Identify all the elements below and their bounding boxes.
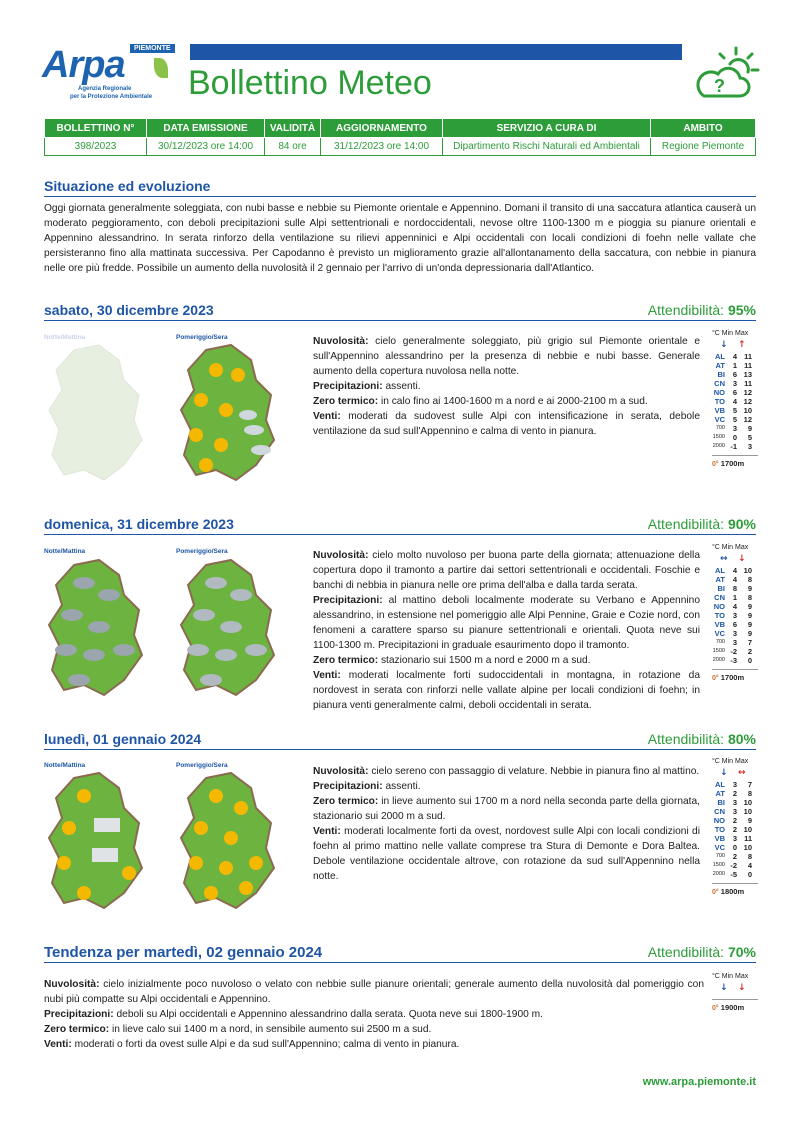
temp-table: [712, 780, 752, 879]
precip-text: al mattino deboli localmente moderate su Verbano e Appennino alessandrino, in estensione nel pomeriggio alle Alpi Pennine, Graie e Cozie nord, con fenomeni a carattere sparso su pianure settentrionali e orientali. Quota neve sui 1100-1300 m. Precipitazioni in graduale esaurimento dopo il tramonto.: [313, 595, 700, 651]
day-3-reliability: [648, 731, 756, 747]
station-code: TO: [714, 397, 725, 406]
station-code: AL: [715, 566, 725, 575]
station-code: 2000: [712, 443, 725, 449]
wind-label: Venti:: [44, 1039, 72, 1050]
day-2-temperatures: [712, 544, 758, 682]
temp-max: 10: [743, 807, 752, 816]
station-code: NO: [713, 602, 725, 611]
station-code: CN: [714, 807, 725, 816]
station-code: NO: [713, 388, 725, 397]
temp-max: 8: [747, 575, 752, 584]
day-1-header: [44, 302, 756, 321]
col-service: SERVIZIO A CURA DI: [443, 119, 651, 138]
day-2-morning-map: [44, 555, 144, 705]
day-3-afternoon-label: Pomeriggio/Sera: [176, 762, 228, 769]
temp-min: -2: [730, 861, 737, 870]
temp-min: 6: [732, 388, 737, 397]
temp-min: -1: [730, 442, 737, 451]
reliability-value: 80%: [727, 731, 756, 747]
temp-row: [712, 638, 752, 647]
issue-date: 30/12/2023 ore 14:00: [147, 138, 265, 156]
freezing-level-icon: 0°: [712, 461, 719, 468]
trend-text: [44, 977, 704, 1052]
station-code: TO: [714, 825, 725, 834]
precip-label: Precipitazioni:: [313, 381, 383, 392]
temp-min: 3: [732, 780, 737, 789]
max-trend-arrow-icon: ↓: [738, 554, 746, 564]
temp-table: [712, 566, 752, 665]
day-1-morning-map: [44, 340, 144, 490]
day-3-morning-label: Notte/Mattina: [44, 762, 86, 769]
precip-text: assenti.: [385, 381, 421, 392]
station-code: 2000: [712, 871, 725, 877]
temp-arrows: [712, 768, 758, 780]
temp-row: [712, 870, 752, 879]
temp-max: 10: [743, 798, 752, 807]
station-code: BI: [717, 370, 725, 379]
freezing-text: in calo fino ai 1400-1600 m a nord e ai 2000-2100 m a sud.: [380, 396, 648, 407]
temp-row: [712, 611, 752, 620]
freezing-level-value: 1700m: [720, 673, 745, 682]
temp-max: 3: [747, 442, 752, 451]
wind-label: Venti:: [313, 670, 341, 681]
freezing-label: Zero termico:: [313, 796, 379, 807]
temp-min: 3: [732, 807, 737, 816]
min-trend-arrow-icon: ↓: [720, 768, 728, 778]
freezing-label: Zero termico:: [313, 396, 379, 407]
temp-row: [712, 575, 752, 584]
temp-max: 11: [744, 379, 752, 388]
temp-max: 10: [743, 843, 752, 852]
day-1-temperatures: [712, 330, 758, 468]
reliability-value: 70%: [727, 944, 756, 960]
freezing-text: in lieve aumento sui 1700 m a nord nella seconda parte della giornata, stazionario sui 2000 m a sud.: [313, 796, 700, 822]
cloud-text: cielo inizialmente poco nuvoloso o velato con nebbie sulle pianure orientali; generale aumento della nuvolosità dal pomeriggio con nubi più compatte su Alpi occidentali e Appennino.: [44, 979, 704, 1005]
station-code: 1500: [712, 434, 725, 440]
station-code: AL: [715, 780, 725, 789]
temp-max: 8: [747, 852, 752, 861]
temp-max: 10: [743, 825, 752, 834]
cloud-text: cielo generalmente soleggiato, più grigio sul Piemonte orientale e sull'Appennino alessandrino per la presenza di nebbie e nubi basse. Generale aumento della copertura nuvolosa nella notte.: [313, 336, 700, 377]
station-code: 700: [715, 425, 725, 431]
day-1-reliability: [648, 302, 756, 318]
day-2-morning-label: Notte/Mattina: [44, 548, 86, 555]
temp-max: 7: [747, 780, 752, 789]
temp-header: °C Min Max: [712, 330, 749, 337]
bulletin-number: 398/2023: [45, 138, 147, 156]
temp-row: [712, 780, 752, 789]
temp-row: [712, 789, 752, 798]
temp-min: 1: [732, 593, 737, 602]
temp-min: 5: [732, 406, 737, 415]
temp-min: 4: [732, 352, 737, 361]
temp-row: [712, 593, 752, 602]
arpa-logo: [42, 44, 170, 104]
bulletin-info-table: [44, 118, 756, 156]
day-3-temperatures: [712, 758, 758, 896]
freezing-text: in lieve calo sui 1400 m a nord, in sensibile aumento sui 2500 m a sud.: [111, 1024, 432, 1035]
freezing-level-icon: 0°: [712, 1005, 719, 1012]
cloud-text: cielo sereno con passaggio di velature. Nebbie in pianura fino al mattino.: [371, 766, 700, 777]
temp-min: 8: [732, 584, 737, 593]
day-2-text: [313, 548, 700, 713]
day-1-afternoon-map: [176, 340, 276, 490]
temp-min: 2: [732, 816, 737, 825]
station-code: VB: [714, 406, 725, 415]
temp-row: [712, 566, 752, 575]
day-1-title: sabato, 30 dicembre 2023: [44, 302, 214, 318]
temp-max: 9: [747, 424, 752, 433]
station-code: 1500: [712, 648, 725, 654]
col-issue-date: DATA EMISSIONE: [147, 119, 265, 138]
page-title: Bollettino Meteo: [188, 64, 432, 102]
temp-row: [712, 442, 752, 451]
temp-min: 1: [732, 361, 737, 370]
temp-max: 5: [747, 433, 752, 442]
trend-temperatures: [712, 973, 758, 1012]
trend-header: [44, 944, 756, 963]
col-validity: VALIDITÀ: [265, 119, 321, 138]
day-2-reliability: [648, 516, 756, 532]
cloud-label: Nuvolosità:: [313, 550, 369, 561]
temp-max: 9: [747, 816, 752, 825]
temp-header: °C Min Max: [712, 758, 749, 765]
temp-header: °C Min Max: [712, 544, 749, 551]
logo-region: PIEMONTE: [130, 44, 175, 53]
station-code: 2000: [712, 657, 725, 663]
temp-row: [712, 620, 752, 629]
max-trend-arrow-icon: ↔: [738, 768, 746, 778]
temp-min: 5: [732, 415, 737, 424]
min-trend-arrow-icon: ↓: [720, 983, 728, 993]
station-code: 1500: [712, 862, 725, 868]
temp-row: [712, 406, 752, 415]
temp-max: 13: [743, 370, 752, 379]
day-3-header: [44, 731, 756, 750]
max-trend-arrow-icon: ↓: [738, 983, 746, 993]
temp-max: 10: [743, 566, 752, 575]
temp-max: 12: [743, 388, 752, 397]
reliability-value: 90%: [727, 516, 756, 532]
temp-min: 4: [732, 575, 737, 584]
trend-reliability: [648, 944, 756, 960]
day-3-afternoon-map: [176, 768, 276, 918]
temp-min: 3: [732, 379, 737, 388]
temp-row: [712, 816, 752, 825]
freezing-label: Zero termico:: [313, 655, 379, 666]
cloud-label: Nuvolosità:: [44, 979, 100, 990]
temp-row: [712, 397, 752, 406]
temp-min: 3: [732, 629, 737, 638]
update-date: 31/12/2023 ore 14:00: [321, 138, 443, 156]
temp-table: [712, 352, 752, 451]
precip-text: deboli su Alpi occidentali e Appennino alessandrino dalla serata. Quota neve sui 1800-1900 m.: [116, 1009, 543, 1020]
temp-row: [712, 798, 752, 807]
temp-row: [712, 584, 752, 593]
temp-max: 9: [747, 602, 752, 611]
day-3-morning-map: [44, 768, 144, 918]
station-code: CN: [714, 379, 725, 388]
freezing-level-value: 1700m: [720, 459, 745, 468]
wind-text: moderati localmente forti da ovest, nordovest sulle Alpi con locali condizioni di foehn al primo mattino nelle vallate comprese tra Stura di Demonte e Dora Baltea. Debole ventilazione occidentale altrove, con rotazione da sud sull'Appennino nella notte.: [313, 826, 700, 882]
temp-row: [712, 825, 752, 834]
station-code: CN: [714, 593, 725, 602]
day-1-text: [313, 334, 700, 439]
leaf-icon: [154, 58, 168, 78]
precip-text: assenti.: [385, 781, 421, 792]
temp-header: °C Min Max: [712, 973, 749, 980]
logo-word: Arpa: [42, 44, 125, 86]
temp-row: [712, 424, 752, 433]
situation-header: [44, 178, 756, 197]
freezing-level: [712, 455, 758, 468]
cloud-sun-question-icon: [690, 44, 762, 104]
temp-max: 11: [744, 361, 752, 370]
temp-max: 9: [747, 611, 752, 620]
temp-min: 2: [732, 852, 737, 861]
logo-subtitle-1: Agenzia Regionale: [78, 86, 132, 92]
logo-subtitle-2: per la Protezione Ambientale: [70, 94, 153, 100]
temp-min: 3: [732, 424, 737, 433]
day-3-title: lunedì, 01 gennaio 2024: [44, 731, 202, 747]
reliability-value: 95%: [727, 302, 756, 318]
temp-max: 8: [747, 789, 752, 798]
station-code: VB: [714, 834, 725, 843]
temp-min: 3: [732, 611, 737, 620]
station-code: 700: [715, 639, 725, 645]
station-code: BI: [717, 584, 725, 593]
temp-row: [712, 852, 752, 861]
reliability-label: Attendibilità:: [647, 731, 725, 747]
temp-max: 9: [747, 620, 752, 629]
freezing-level-value: 1900m: [720, 1003, 745, 1012]
day-3-text: [313, 764, 700, 884]
temp-row: [712, 415, 752, 424]
precip-label: Precipitazioni:: [313, 781, 383, 792]
temp-min: 3: [732, 798, 737, 807]
temp-row: [712, 433, 752, 442]
col-scope: AMBITO: [651, 119, 756, 138]
station-code: AT: [715, 575, 725, 584]
precip-label: Precipitazioni:: [44, 1009, 114, 1020]
temp-arrows: [712, 983, 758, 995]
temp-min: 4: [732, 602, 737, 611]
temp-min: 6: [732, 370, 737, 379]
temp-row: [712, 388, 752, 397]
day-2-header: [44, 516, 756, 535]
cloud-label: Nuvolosità:: [313, 766, 369, 777]
trend-title: Tendenza per martedì, 02 gennaio 2024: [44, 944, 323, 961]
temp-max: 10: [743, 406, 752, 415]
temp-min: 4: [732, 566, 737, 575]
freezing-level-icon: 0°: [712, 675, 719, 682]
wind-label: Venti:: [313, 826, 341, 837]
station-code: NO: [713, 816, 725, 825]
temp-min: 0: [732, 433, 737, 442]
freezing-level: [712, 999, 758, 1012]
freezing-level-icon: 0°: [712, 889, 719, 896]
temp-min: -2: [730, 647, 737, 656]
max-trend-arrow-icon: ↑: [738, 340, 746, 350]
temp-row: [712, 361, 752, 370]
temp-min: -3: [730, 656, 737, 665]
freezing-text: stazionario sui 1500 m a nord e 2000 m a sud.: [380, 655, 591, 666]
temp-row: [712, 807, 752, 816]
day-2-afternoon-map: [176, 555, 276, 705]
station-code: AL: [715, 352, 725, 361]
temp-row: [712, 629, 752, 638]
min-trend-arrow-icon: ↓: [720, 340, 728, 350]
temp-max: 2: [747, 647, 752, 656]
temp-min: -5: [730, 870, 737, 879]
temp-arrows: [712, 340, 758, 352]
temp-row: [712, 352, 752, 361]
temp-max: 11: [744, 352, 752, 361]
station-code: VC: [714, 629, 725, 638]
temp-row: [712, 834, 752, 843]
station-code: VC: [714, 415, 725, 424]
reliability-label: Attendibilità:: [647, 944, 725, 960]
temp-row: [712, 379, 752, 388]
wind-label: Venti:: [313, 411, 341, 422]
temp-max: 4: [747, 861, 752, 870]
validity: 84 ore: [265, 138, 321, 156]
col-bulletin: BOLLETTINO N°: [45, 119, 147, 138]
temp-max: 9: [747, 629, 752, 638]
temp-min: 2: [732, 825, 737, 834]
temp-row: [712, 602, 752, 611]
temp-max: 12: [743, 415, 752, 424]
temp-min: 4: [732, 397, 737, 406]
precip-label: Precipitazioni:: [313, 595, 383, 606]
day-1-afternoon-label: Pomeriggio/Sera: [176, 334, 228, 341]
temp-max: 8: [747, 593, 752, 602]
freezing-level-value: 1800m: [720, 887, 745, 896]
reliability-label: Attendibilità:: [647, 516, 725, 532]
temp-min: 3: [732, 638, 737, 647]
temp-row: [712, 861, 752, 870]
cloud-label: Nuvolosità:: [313, 336, 369, 347]
temp-max: 9: [747, 584, 752, 593]
station-code: 700: [715, 853, 725, 859]
wind-text: moderati da sudovest sulle Alpi con intensificazione in serata, debole ventilazione da sud sull'Appennino e calma di vento in pianura.: [313, 411, 700, 437]
title-bar: [190, 44, 682, 60]
temp-max: 0: [747, 656, 752, 665]
station-code: AT: [715, 361, 725, 370]
freezing-level: [712, 883, 758, 896]
temp-row: [712, 843, 752, 852]
cloud-text: cielo molto nuvoloso per buona parte della giornata; attenuazione della copertura dopo il tramonto a partire dai settori settentrionali e occidentali. Foschie e banchi di nebbia in pianura nelle ore prima dell'alba e dalla tarda serata.: [313, 550, 700, 591]
col-update: AGGIORNAMENTO: [321, 119, 443, 138]
day-2-title: domenica, 31 dicembre 2023: [44, 516, 234, 532]
service: Dipartimento Rischi Naturali ed Ambientali: [443, 138, 651, 156]
min-trend-arrow-icon: ↔: [720, 554, 728, 564]
temp-min: 0: [732, 843, 737, 852]
station-code: VC: [714, 843, 725, 852]
temp-min: 6: [732, 620, 737, 629]
temp-row: [712, 370, 752, 379]
temp-max: 12: [743, 397, 752, 406]
wind-text: moderati localmente forti sudoccidentali in montagna, in rotazione da nordovest in serata con rinforzi nelle vallate alpine per locali condizioni di foehn; in pianura venti generalmente calmi, deboli occidentali in serata.: [313, 670, 700, 711]
scope: Regione Piemonte: [651, 138, 756, 156]
temp-row: [712, 647, 752, 656]
reliability-label: Attendibilità:: [647, 302, 725, 318]
station-code: VB: [714, 620, 725, 629]
station-code: BI: [717, 798, 725, 807]
temp-row: [712, 656, 752, 665]
svg-text:?: ?: [714, 76, 725, 96]
temp-arrows: [712, 554, 758, 566]
temp-max: 7: [747, 638, 752, 647]
wind-text: moderati o forti da ovest sulle Alpi e da sud sull'Appennino; calma di vento in pianura.: [74, 1039, 460, 1050]
day-1-morning-label: Notte/Mattina: [44, 334, 86, 341]
station-code: TO: [714, 611, 725, 620]
temp-max: 11: [744, 834, 752, 843]
station-code: AT: [715, 789, 725, 798]
situation-title: Situazione ed evoluzione: [44, 178, 211, 194]
temp-min: 2: [732, 789, 737, 798]
freezing-level: [712, 669, 758, 682]
day-2-afternoon-label: Pomeriggio/Sera: [176, 548, 228, 555]
temp-max: 0: [747, 870, 752, 879]
freezing-label: Zero termico:: [44, 1024, 110, 1035]
temp-min: 3: [732, 834, 737, 843]
footer-url[interactable]: www.arpa.piemonte.it: [642, 1076, 756, 1088]
situation-text: Oggi giornata generalmente soleggiata, con nubi basse e nebbie su Piemonte orientale e Appennino. Domani il transito di una saccatura atlantica causerà un moderato peggioramento, con deboli precipitazioni sulle Alpi settentrionali e nordoccidentali, nevose oltre 1100-1300 m e pioggia su pianure orientali e Appennino alessandrino. In serata rinforzo della ventilazione su rilievi appenninici e Alpi occidentali con locali condizioni di foehn nelle vallate che persisteranno fino alla mattinata successiva. Per Capodanno è previsto un miglioramento grazie all'allontanamento della saccatura, con nebbie in pianura nelle ore più fredde. Possibile un aumento della nuvolosità il 2 gennaio per l'arrivo di un'onda depressionaria dall'Atlantico.: [44, 203, 756, 274]
